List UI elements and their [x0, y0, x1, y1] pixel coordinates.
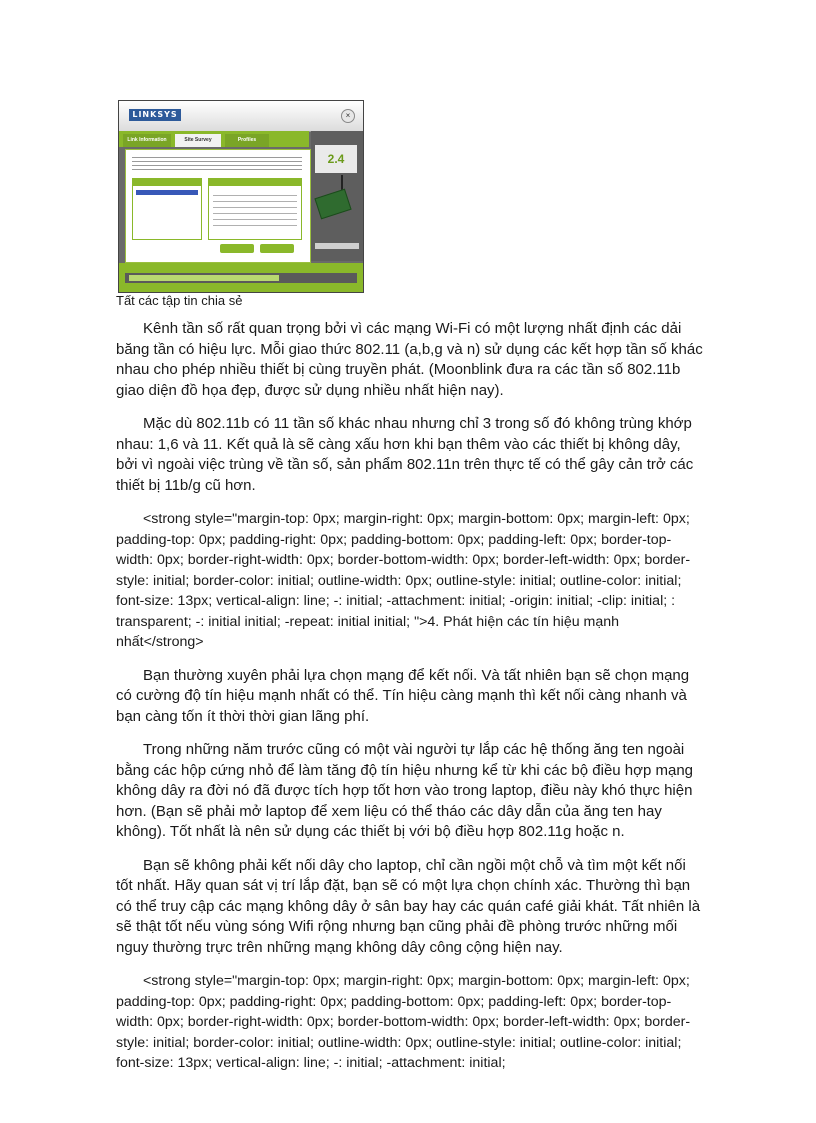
paragraph-raw-strong-heading: <strong style="margin-top: 0px; margin-right: 0px; margin-bottom: 0px; margin-left: 0px; padding-top: 0px; padding-right: 0px; padding-bottom: 0px; padding-left: 0px; border-top-width: 0px; border-right-width: 0px; border-bottom-width: 0px; border-left-width: 0px; border-style: initial; border-color: initial; outline-width: 0px; outline-style: initial; outline-color: initial; font-size: 13px; vertical-align: line; -: initial; -attachment: initial; -origin: initial; -clip: initial; : transparent; -: initial initial; -repeat: initial initial; ">4. Phát hiện các tín hiệu mạnh nhất</strong> [116, 511, 691, 650]
paragraph-antenna-history: Trong những năm trước cũng có một vài người tự lắp các hệ thống ăng ten ngoài bằng các hộp cứng nhỏ để làm tăng độ tín hiệu nhưng kể từ khi các bộ điều hợp mạng không dây ra đời nó đã được tích hợp tốt hơn vào trong laptop, điều này khó thực hiện hơn. (Bạn sẽ phải mở laptop để xem liệu có thể tháo các dây dẫn của ăng ten hay không). Tốt nhất là nên sử dụng các thiết bị với bộ điều hợp 802.11g hoặc n. [116, 741, 694, 840]
footer-strip [125, 273, 357, 283]
instruction-text-block [132, 154, 302, 172]
selected-network-row [136, 190, 198, 195]
refresh-button-graphic [220, 244, 254, 253]
screenshot-header [119, 101, 363, 132]
paragraph-frequency-channels: Kênh tần số rất quan trọng bởi vì các mạng Wi-Fi có một lượng nhất định các dải băng tần có hiệu lực. Mỗi giao thức 802.11 (a,b,g và n) sử dụng các kết hợp tần số khác nhau cho phép nhiều thiết bị cùng truyền phát. (Moonblink đưa ra các tần số 802.11b giao diện đồ họa đẹp, được sử dụng nhiều nhất hiện nay). [116, 320, 703, 399]
router-software-screenshot [118, 100, 364, 293]
tab-profiles: Profiles [225, 134, 269, 147]
paragraph-80211b-overlap: Mặc dù 802.11b có 11 tần số khác nhau nhưng chỉ 3 trong số đó không trùng khớp nhau: 1,6 và 11. Kết quả là sẽ càng xấu hơn khi bạn thêm vào các thiết bị không dây, bởi vì ngoài việc trùng về tần số, sản phẩm 802.11n trên thực tế có thể gây cản trở các thiết bị 11b/g cũ hơn. [116, 415, 694, 494]
article-body [116, 319, 703, 1087]
paragraph-raw-strong-truncated: <strong style="margin-top: 0px; margin-right: 0px; margin-bottom: 0px; margin-left: 0px; padding-top: 0px; padding-right: 0px; padding-bottom: 0px; padding-left: 0px; border-top-width: 0px; border-right-width: 0px; border-bottom-width: 0px; border-left-width: 0px; border-style: initial; border-color: initial; outline-width: 0px; outline-style: initial; outline-color: initial; font-size: 13px; vertical-align: line; -: initial; -attachment: initial; [116, 973, 691, 1071]
site-information-lines [213, 190, 297, 230]
tab-site-survey: Site Survey [175, 134, 221, 147]
network-list-header [133, 179, 201, 186]
close-icon: × [341, 109, 355, 123]
figure-caption: Tất các tập tin chia sẻ [116, 293, 243, 308]
screenshot-footer [119, 263, 363, 292]
pci-card-graphic [314, 189, 351, 220]
ghz-badge: 2.4 [315, 145, 357, 173]
paragraph-choose-network: Bạn thường xuyên phải lựa chọn mạng để kết nối. Và tất nhiên bạn sẽ chọn mạng có cường độ tín hiệu mạnh nhất có thể. Tín hiệu càng mạnh thì kết nối càng nhanh và bạn càng tốn ít thời thời gian lãng phí. [116, 666, 690, 725]
paragraph-laptop-location: Bạn sẽ không phải kết nối dây cho laptop, chỉ cần ngồi một chỗ và tìm một kết nối tốt nhất. Hãy quan sát vị trí lắp đặt, bạn sẽ có một lựa chọn chính xác. Thường thì bạn có thể truy cập các mạng không dây ở sân bay hay các quán café giải khát. Tất nhiên là sẽ thật tốt nếu vùng sóng Wifi rộng nhưng bạn cũng phải đề phòng trước những mối nguy thường trực trên những mạng không dây công cộng hiện nay. [116, 856, 701, 956]
connect-button-graphic [260, 244, 294, 253]
screenshot-tabs [119, 131, 309, 147]
tab-link-information: Link Information [123, 134, 171, 147]
screenshot-body [125, 149, 311, 263]
site-information-header [209, 179, 301, 186]
network-list-panel [132, 178, 202, 240]
site-information-panel [208, 178, 302, 240]
footer-product-text [129, 275, 279, 281]
model-label-graphic [315, 243, 359, 249]
product-side-panel [311, 131, 363, 261]
linksys-logo: LINKSYS [129, 109, 181, 121]
